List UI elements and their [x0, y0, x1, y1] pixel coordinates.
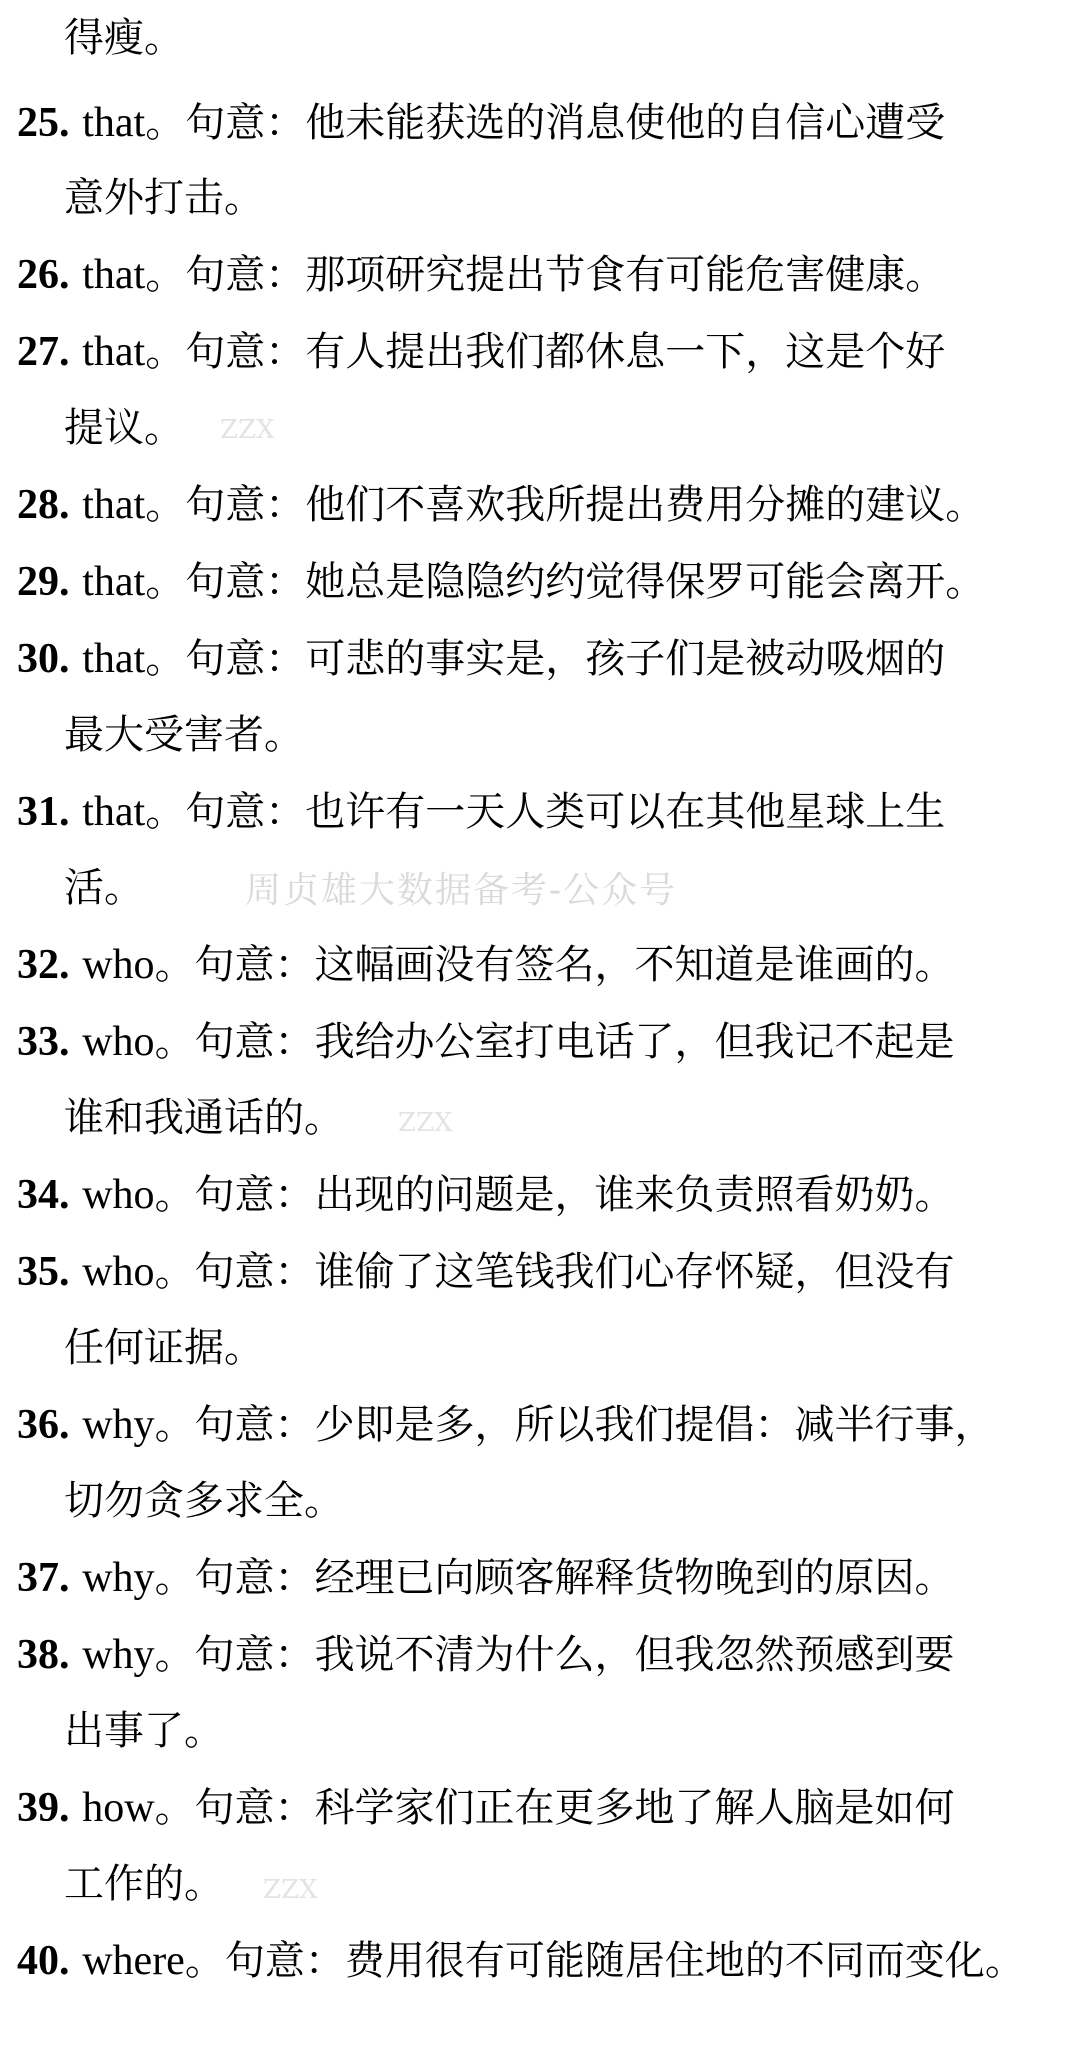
list-item-continuation	[0, 1693, 1080, 1769]
meaning-label: 。句意：	[145, 329, 306, 375]
item-number: 31.	[17, 789, 70, 835]
meaning-text: 我说不清为什么，但我忽然预感到要	[314, 1632, 955, 1678]
list-item	[0, 467, 1080, 543]
meaning-text-continued: 谁和我通话的。	[64, 1095, 344, 1141]
answer-word: where	[82, 1938, 185, 1984]
meaning-text: 可悲的事实是，孩子们是被动吸烟的	[305, 636, 946, 682]
list-item	[0, 774, 1080, 850]
answer-word: that	[82, 100, 146, 146]
meaning-text-continued: 最大受害者。	[64, 712, 304, 758]
meaning-text-continued: 意外打击。	[64, 175, 264, 221]
item-number: 25.	[17, 100, 70, 146]
list-item	[0, 237, 1080, 313]
answer-word: that	[82, 789, 146, 835]
watermark-zzx: ZZX	[220, 415, 275, 445]
meaning-text-continued: 出事了。	[64, 1708, 224, 1754]
answer-word: who	[82, 1019, 155, 1065]
answer-word: that	[82, 329, 146, 375]
item-number: 35.	[17, 1249, 70, 1295]
meaning-label: 。句意：	[154, 1249, 315, 1295]
meaning-label: 。句意：	[154, 1172, 315, 1218]
meaning-text: 经理已向顾客解释货物晚到的原因。	[314, 1555, 955, 1601]
meaning-text: 这幅画没有签名，不知道是谁画的。	[314, 942, 955, 988]
watermark-zzx: ZZX	[398, 1108, 453, 1138]
answer-word: who	[82, 942, 155, 988]
list-item	[0, 1234, 1080, 1310]
meaning-text: 那项研究提出节食有可能危害健康。	[305, 252, 946, 298]
answer-word: that	[82, 482, 146, 528]
meaning-text: 我给办公室打电话了，但我记不起是	[314, 1019, 955, 1065]
meaning-text: 少即是多，所以我们提倡：减半行事，	[314, 1402, 995, 1448]
meaning-label: 。句意：	[184, 1938, 345, 1984]
answer-word: why	[82, 1402, 155, 1448]
meaning-text-continued: 切勿贪多求全。	[64, 1478, 344, 1524]
answer-word: how	[82, 1785, 155, 1831]
answer-word: who	[82, 1172, 155, 1218]
answer-word: why	[82, 1632, 155, 1678]
item-number: 33.	[17, 1019, 70, 1065]
answer-word: why	[82, 1555, 155, 1601]
list-item-continuation	[0, 1463, 1080, 1539]
meaning-label: 。句意：	[154, 1555, 315, 1601]
meaning-text: 出现的问题是，谁来负责照看奶奶。	[314, 1172, 955, 1218]
meaning-label: 。句意：	[154, 1632, 315, 1678]
list-item	[0, 1923, 1080, 1999]
list-item-continuation	[0, 1846, 1080, 1922]
list-item-continuation	[0, 160, 1080, 236]
watermark-zzx: ZZX	[263, 1875, 318, 1905]
meaning-text: 也许有一天人类可以在其他星球上生	[305, 789, 946, 835]
meaning-text: 费用很有可能随居住地的不同而变化。	[344, 1938, 1025, 1984]
lead-continuation-text: 得瘦。	[64, 15, 184, 61]
list-item	[0, 1157, 1080, 1233]
meaning-label: 。句意：	[154, 1402, 315, 1448]
item-number: 38.	[17, 1632, 70, 1678]
list-item-continuation	[0, 697, 1080, 773]
list-item	[0, 314, 1080, 390]
list-item	[0, 1004, 1080, 1080]
item-number: 40.	[17, 1938, 70, 1984]
item-number: 26.	[17, 252, 70, 298]
list-item	[0, 1770, 1080, 1846]
list-item	[0, 85, 1080, 161]
meaning-label: 。句意：	[145, 559, 306, 605]
meaning-text-continued: 提议。	[64, 405, 184, 451]
meaning-label: 。句意：	[154, 1785, 315, 1831]
meaning-label: 。句意：	[145, 482, 306, 528]
meaning-text: 他们不喜欢我所提出费用分摊的建议。	[305, 482, 986, 528]
meaning-label: 。句意：	[154, 942, 315, 988]
meaning-text-continued: 任何证据。	[64, 1325, 264, 1371]
meaning-label: 。句意：	[154, 1019, 315, 1065]
meaning-text: 科学家们正在更多地了解人脑是如何	[314, 1785, 955, 1831]
list-item-continuation	[0, 390, 1080, 466]
answer-word: that	[82, 636, 146, 682]
item-number: 27.	[17, 329, 70, 375]
meaning-label: 。句意：	[145, 252, 306, 298]
item-number: 29.	[17, 559, 70, 605]
item-number: 39.	[17, 1785, 70, 1831]
answer-word: who	[82, 1249, 155, 1295]
list-item	[0, 1540, 1080, 1616]
item-number: 28.	[17, 482, 70, 528]
list-item	[0, 1617, 1080, 1693]
list-item-continuation	[0, 1310, 1080, 1386]
meaning-label: 。句意：	[145, 100, 306, 146]
list-item	[0, 927, 1080, 1003]
lead-continuation-line	[0, 0, 1080, 76]
item-number: 30.	[17, 636, 70, 682]
meaning-text: 他未能获选的消息使他的自信心遭受	[305, 100, 946, 146]
answer-word: that	[82, 252, 146, 298]
item-number: 32.	[17, 942, 70, 988]
answer-word: that	[82, 559, 146, 605]
meaning-text-continued: 工作的。	[64, 1861, 224, 1907]
item-number: 36.	[17, 1402, 70, 1448]
meaning-text: 她总是隐隐约约觉得保罗可能会离开。	[305, 559, 986, 605]
meaning-label: 。句意：	[145, 789, 306, 835]
meaning-text: 谁偷了这笔钱我们心存怀疑，但没有	[314, 1249, 955, 1295]
item-number: 37.	[17, 1555, 70, 1601]
list-item-continuation	[0, 1080, 1080, 1156]
list-item	[0, 621, 1080, 697]
list-item	[0, 544, 1080, 620]
watermark-account: 周贞雄大数据备考-公众号	[245, 870, 678, 911]
item-number: 34.	[17, 1172, 70, 1218]
list-item	[0, 1387, 1080, 1463]
meaning-label: 。句意：	[145, 636, 306, 682]
meaning-text-continued: 活。	[64, 865, 144, 911]
meaning-text: 有人提出我们都休息一下，这是个好	[305, 329, 946, 375]
